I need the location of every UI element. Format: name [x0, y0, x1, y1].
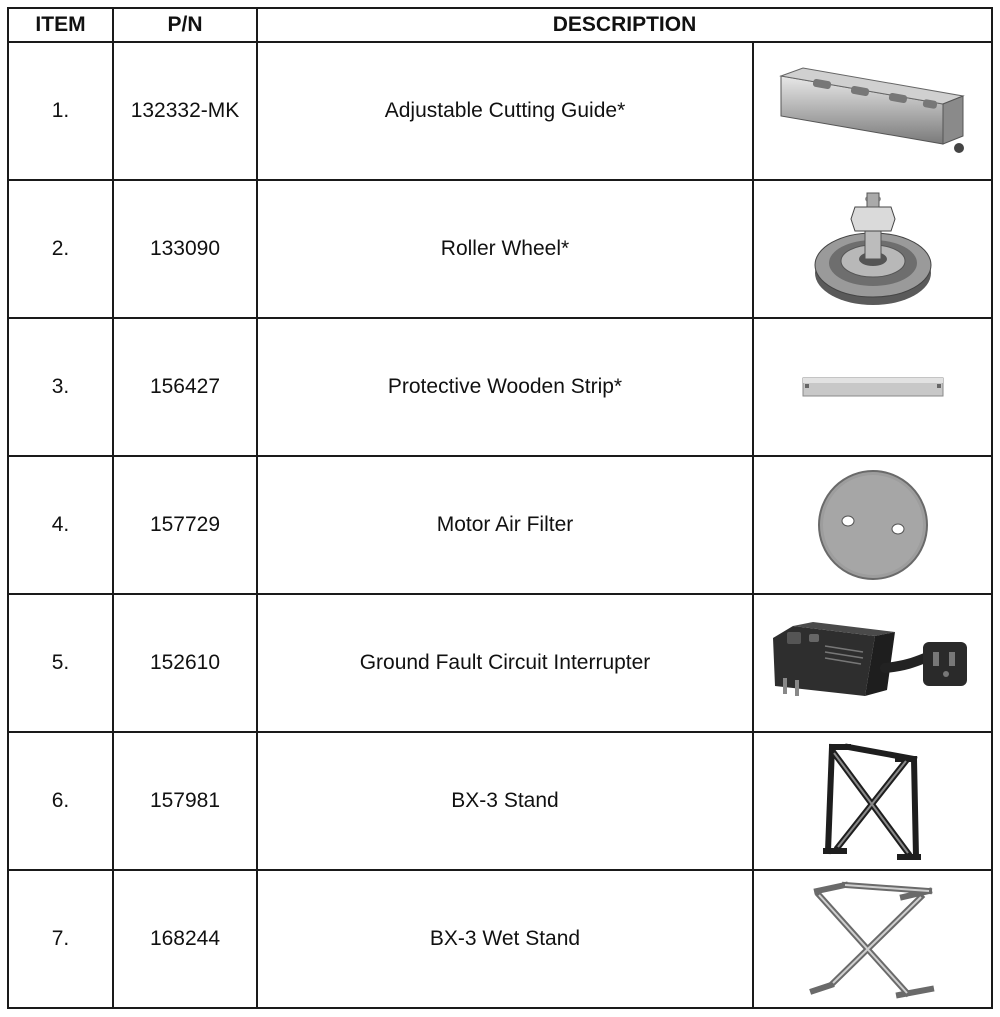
- part-description: Adjustable Cutting Guide*: [257, 42, 753, 180]
- part-image: [753, 42, 992, 180]
- part-number: 168244: [113, 870, 257, 1008]
- part-number: 156427: [113, 318, 257, 456]
- table-row: [8, 732, 992, 870]
- stand-icon: [808, 739, 938, 864]
- part-image: [753, 870, 992, 1008]
- roller-wheel-icon: [803, 185, 943, 313]
- part-description: Roller Wheel*: [257, 180, 753, 318]
- part-description: Motor Air Filter: [257, 456, 753, 594]
- part-description: BX-3 Wet Stand: [257, 870, 753, 1008]
- part-image: [753, 318, 992, 456]
- table-row: [8, 870, 992, 1008]
- item-number: 6.: [8, 732, 113, 870]
- part-image: [753, 180, 992, 318]
- cutting-guide-icon: [773, 56, 973, 166]
- part-image: [753, 456, 992, 594]
- part-number: 152610: [113, 594, 257, 732]
- part-image: [753, 594, 992, 732]
- parts-table: [7, 7, 993, 1009]
- item-number: 7.: [8, 870, 113, 1008]
- header-description: DESCRIPTION: [257, 8, 992, 42]
- table-row: [8, 42, 992, 180]
- part-description: Ground Fault Circuit Interrupter: [257, 594, 753, 732]
- part-description: BX-3 Stand: [257, 732, 753, 870]
- table-row: [8, 180, 992, 318]
- item-number: 4.: [8, 456, 113, 594]
- part-number: 157729: [113, 456, 257, 594]
- header-item: ITEM: [8, 8, 113, 42]
- item-number: 2.: [8, 180, 113, 318]
- part-number: 133090: [113, 180, 257, 318]
- air-filter-icon: [803, 465, 943, 585]
- table-row: [8, 594, 992, 732]
- item-number: 3.: [8, 318, 113, 456]
- part-image: [753, 732, 992, 870]
- header-row: [8, 8, 992, 42]
- gfci-plug-icon: [765, 608, 980, 718]
- wet-stand-icon: [803, 877, 943, 1002]
- table-row: [8, 456, 992, 594]
- table-row: [8, 318, 992, 456]
- part-description: Protective Wooden Strip*: [257, 318, 753, 456]
- part-number: 132332-MK: [113, 42, 257, 180]
- item-number: 1.: [8, 42, 113, 180]
- wooden-strip-icon: [793, 332, 953, 442]
- header-pn: P/N: [113, 8, 257, 42]
- part-number: 157981: [113, 732, 257, 870]
- item-number: 5.: [8, 594, 113, 732]
